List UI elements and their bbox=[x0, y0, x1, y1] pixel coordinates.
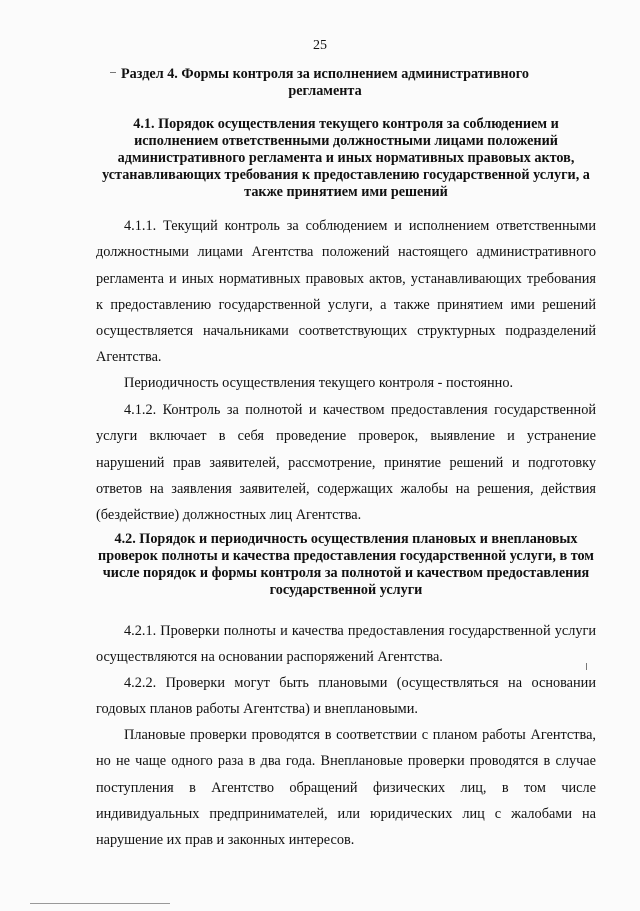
paragraph-4-2-1: 4.2.1. Проверки полноты и качества предоставления государственной услуги осуществляются на основании распоряжений Агентства. bbox=[96, 623, 596, 666]
section-title: Раздел 4. Формы контроля за исполнением административного регламента bbox=[121, 66, 529, 99]
subsection-4-2-title: 4.2. Порядок и периодичность осуществления плановых и внеплановых проверок полноты и качества предоставления государственной услуги, в том числе порядок и формы контроля за полнотой и качеством предоставления государственной услуги bbox=[98, 531, 594, 598]
paragraph-periodicity: Периодичность осуществления текущего контроля - постоянно. bbox=[124, 375, 514, 391]
bottom-edge-line bbox=[30, 903, 170, 904]
paragraph-4-2-2: 4.2.2. Проверки могут быть плановыми (осуществляться на основании годовых планов работы Агентства) и внеплановыми. bbox=[96, 675, 596, 718]
paragraph-4-1-2: 4.1.2. Контроль за полнотой и качеством предоставления государственной услуги включает в себя проведение проверок, выявление и устранение нарушений прав заявителей, рассмотрение, принятие решений и подготовку ответов на заявления заявителей, содержащих жалобы на решения, действия (бездействие) должностных лиц Агентства. bbox=[96, 402, 596, 524]
paragraph-planned-inspections: Плановые проверки проводятся в соответствии с планом работы Агентства, но не чаще одного раза в два года. Внеплановые проверки проводятся в случае поступления в Агентство обращений физических лиц, в том числе индивидуальных предпринимателей, или юридических лиц с жалобами на нарушение их прав и законных интересов. bbox=[96, 727, 596, 849]
scan-mark bbox=[586, 663, 587, 670]
paragraph-4-1-1: 4.1.1. Текущий контроль за соблюдением и исполнением ответственными должностными лицами Агентства положений настоящего административного регламента и иных нормативных правовых актов, устанавливающих требования к предоставлению государственной услуги, а также принятием ими решений осуществляется начальниками соответствующих структурных подразделений Агентства. bbox=[96, 218, 596, 366]
subsection-4-1-title: 4.1. Порядок осуществления текущего контроля за соблюдением и исполнением ответственными должностными лицами положений административного регламента и иных нормативных правовых актов, устанавливающих требования к предоставлению государственной услуги, а также принятием ими решений bbox=[102, 116, 590, 200]
page-number: 25 bbox=[313, 38, 327, 53]
